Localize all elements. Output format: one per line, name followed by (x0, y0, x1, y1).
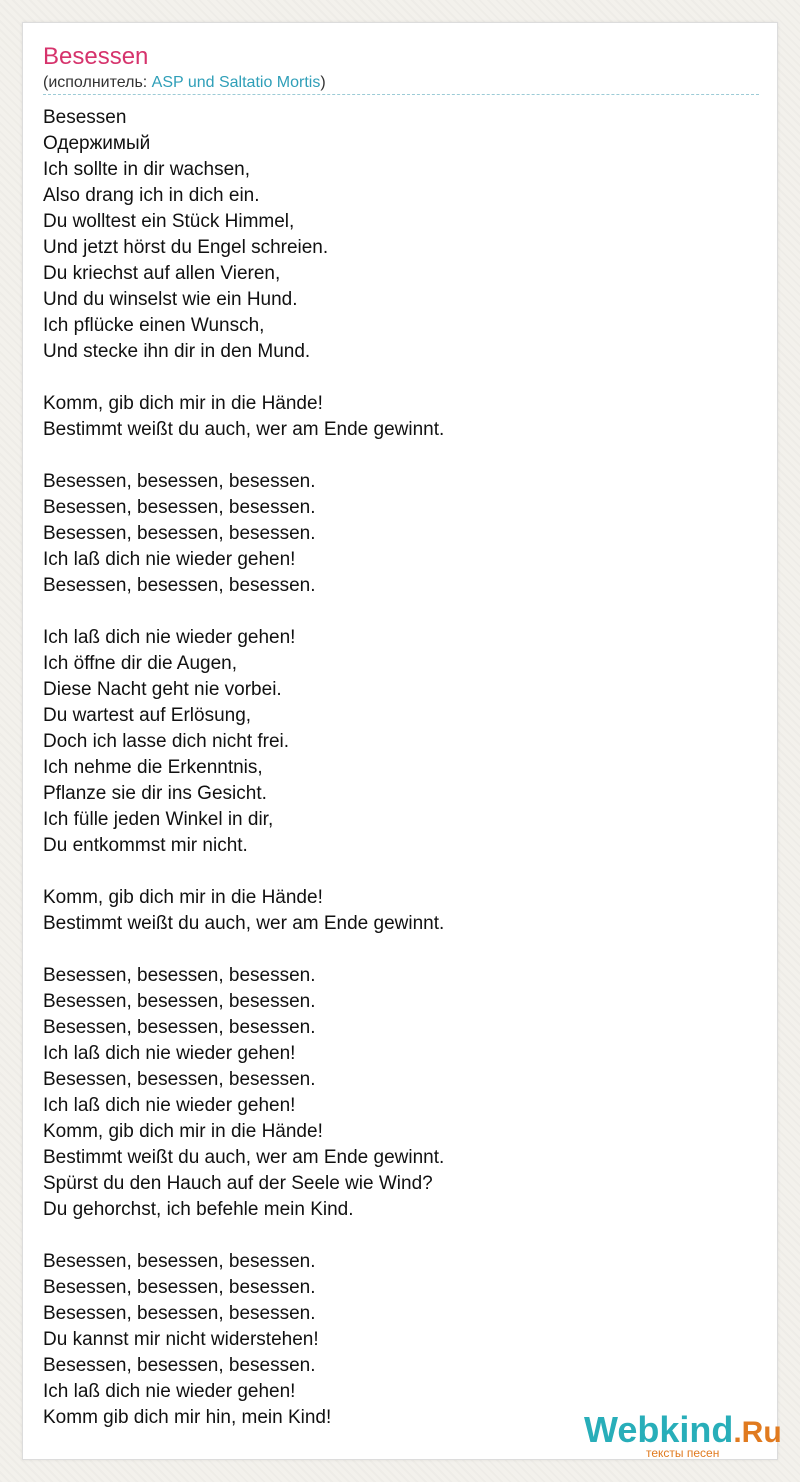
lyric-line: Bestimmt weißt du auch, wer am Ende gewinnt. (43, 419, 445, 440)
lyric-line: Du gehorchst, ich befehle mein Kind. (43, 1199, 354, 1220)
lyric-line: Besessen, besessen, besessen. (43, 1017, 316, 1038)
lyric-line: Besessen, besessen, besessen. (43, 575, 316, 596)
lyric-line: Du wartest auf Erlösung, (43, 705, 252, 726)
artist-suffix: ) (320, 74, 326, 91)
lyrics-card (22, 22, 778, 1460)
lyric-line: Ich laß dich nie wieder gehen! (43, 1043, 296, 1064)
lyric-line: Ich laß dich nie wieder gehen! (43, 1381, 296, 1402)
lyric-line: Ich laß dich nie wieder gehen! (43, 549, 296, 570)
lyrics-stanza (43, 885, 743, 937)
lyric-line: Du wolltest ein Stück Himmel, (43, 211, 295, 232)
lyric-line: Besessen, besessen, besessen. (43, 1251, 316, 1272)
site-logo[interactable] (584, 1410, 784, 1468)
song-title: Besessen (43, 43, 149, 70)
lyric-line: Komm, gib dich mir in die Hände! (43, 1121, 323, 1142)
title-divider (43, 94, 759, 95)
lyric-line: Ich fülle jeden Winkel in dir, (43, 809, 274, 830)
artist-line (43, 73, 326, 93)
lyric-line: Ich pflücke einen Wunsch, (43, 315, 265, 336)
lyrics-stanza (43, 469, 743, 599)
lyric-line: Diese Nacht geht nie vorbei. (43, 679, 282, 700)
lyric-line: Und du winselst wie ein Hund. (43, 289, 298, 310)
lyric-line: Bestimmt weißt du auch, wer am Ende gewinnt. (43, 1147, 445, 1168)
lyric-line: Komm gib dich mir hin, mein Kind! (43, 1407, 332, 1428)
logo-name: Webkind (584, 1409, 734, 1450)
lyrics-stanza (43, 391, 743, 443)
lyric-line: Spürst du den Hauch auf der Seele wie Wind? (43, 1173, 433, 1194)
lyric-line: Komm, gib dich mir in die Hände! (43, 393, 323, 414)
lyric-line: Du entkommst mir nicht. (43, 835, 248, 856)
logo-tagline: тексты песен (646, 1446, 720, 1460)
lyric-line: Besessen, besessen, besessen. (43, 497, 316, 518)
lyrics-text (43, 105, 743, 1431)
artist-link[interactable]: ASP und Saltatio Mortis (151, 74, 321, 91)
lyric-line: Komm, gib dich mir in die Hände! (43, 887, 323, 908)
lyrics-stanza (43, 105, 743, 365)
logo-domain: .Ru (733, 1416, 782, 1449)
lyric-line: Pflanze sie dir ins Gesicht. (43, 783, 267, 804)
lyric-line: Besessen, besessen, besessen. (43, 1355, 316, 1376)
lyric-line: Besessen, besessen, besessen. (43, 1277, 316, 1298)
lyric-line: Одержимый (43, 133, 151, 154)
lyric-line: Besessen (43, 107, 127, 128)
lyric-line: Ich laß dich nie wieder gehen! (43, 1095, 296, 1116)
lyric-line: Besessen, besessen, besessen. (43, 1069, 316, 1090)
lyric-line: Besessen, besessen, besessen. (43, 965, 316, 986)
lyric-line: Ich öffne dir die Augen, (43, 653, 238, 674)
lyric-line: Besessen, besessen, besessen. (43, 1303, 316, 1324)
lyric-line: Besessen, besessen, besessen. (43, 523, 316, 544)
lyric-line: Also drang ich in dich ein. (43, 185, 260, 206)
lyric-line: Bestimmt weißt du auch, wer am Ende gewinnt. (43, 913, 445, 934)
lyric-line: Du kannst mir nicht widerstehen! (43, 1329, 319, 1350)
lyric-line: Ich nehme die Erkenntnis, (43, 757, 263, 778)
lyric-line: Besessen, besessen, besessen. (43, 471, 316, 492)
lyric-line: Doch ich lasse dich nicht frei. (43, 731, 290, 752)
lyric-line: Du kriechst auf allen Vieren, (43, 263, 281, 284)
lyric-line: Besessen, besessen, besessen. (43, 991, 316, 1012)
lyrics-stanza (43, 1249, 743, 1431)
lyrics-stanza (43, 963, 743, 1223)
lyric-line: Ich sollte in dir wachsen, (43, 159, 250, 180)
lyrics-stanza (43, 625, 743, 859)
artist-prefix: (исполнитель: (43, 74, 152, 91)
lyric-line: Ich laß dich nie wieder gehen! (43, 627, 296, 648)
lyric-line: Und jetzt hörst du Engel schreien. (43, 237, 329, 258)
lyric-line: Und stecke ihn dir in den Mund. (43, 341, 311, 362)
